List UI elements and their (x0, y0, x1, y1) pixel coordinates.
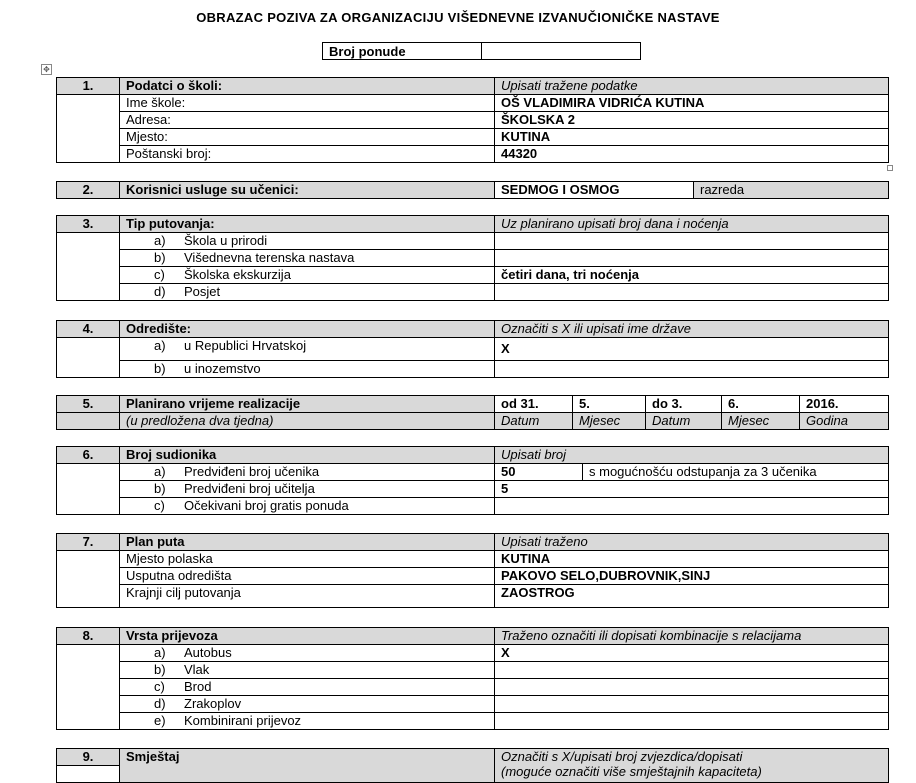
section-3-trip-type (56, 215, 889, 301)
section-9-accommodation (56, 748, 889, 783)
teachers-count[interactable]: 5 (495, 481, 889, 498)
option-label: Višednevna terenska nastava (184, 250, 355, 265)
from-day[interactable]: od 31. (495, 396, 573, 413)
option-label: Predviđeni broj učitelja (184, 481, 315, 496)
school-name-label: Ime škole: (120, 95, 495, 112)
option-letter: a) (154, 645, 166, 660)
destination-option-a (120, 338, 495, 361)
option-letter: c) (154, 498, 165, 513)
section-label: Plan puta (120, 534, 495, 551)
offer-number-table (322, 42, 641, 60)
transport-option-a (120, 645, 495, 662)
trip-option-d (120, 284, 495, 301)
number-column-blank (57, 464, 120, 515)
departure-label: Mjesto polaska (120, 551, 495, 568)
trip-option-c-value[interactable]: četiri dana, tri noćenja (495, 267, 889, 284)
postal-code-label: Poštanski broj: (120, 146, 495, 163)
section-number: 5. (57, 396, 120, 413)
trip-option-b-value[interactable] (495, 250, 889, 267)
option-letter: c) (154, 679, 165, 694)
option-label: Školska ekskurzija (184, 267, 291, 282)
section-4-destination (56, 320, 889, 378)
option-letter: a) (154, 338, 166, 353)
option-letter: a) (154, 233, 166, 248)
address-value[interactable]: ŠKOLSKA 2 (495, 112, 889, 129)
trip-option-a (120, 233, 495, 250)
stops-label: Usputna odredišta (120, 568, 495, 585)
option-label: Očekivani broj gratis ponuda (184, 498, 349, 513)
section-label: Smještaj (120, 749, 495, 783)
option-letter: b) (154, 662, 166, 677)
final-destination-label: Krajnji cilj putovanja (120, 585, 495, 608)
section-number: 2. (57, 182, 120, 199)
section-hint: Upisati broj (495, 447, 889, 464)
trip-option-d-value[interactable] (495, 284, 889, 301)
participants-option-c (120, 498, 495, 515)
option-label: Škola u prirodi (184, 233, 268, 248)
postal-code-value[interactable]: 44320 (495, 146, 889, 163)
option-letter: b) (154, 250, 166, 265)
destination-a-value[interactable]: X (495, 338, 889, 361)
grades-suffix: razreda (694, 182, 889, 199)
number-column-blank (57, 645, 120, 730)
section-label: Korisnici usluge su učenici: (120, 182, 495, 199)
section-label: Broj sudionika (120, 447, 495, 464)
section-label: Planirano vrijeme realizacije (120, 396, 495, 413)
number-column-blank (57, 233, 120, 301)
final-destination-value[interactable]: ZAOSTROG (495, 585, 889, 608)
section-hint: Traženo označiti ili dopisati kombinacije s relacijama (495, 628, 889, 645)
destination-option-b (120, 361, 495, 378)
offer-number-label: Broj ponude (323, 43, 482, 60)
header-datum: Datum (495, 413, 573, 430)
address-label: Adresa: (120, 112, 495, 129)
section-number: 7. (57, 534, 120, 551)
grades-value[interactable]: SEDMOG I OSMOG (495, 182, 694, 199)
transport-d-value[interactable] (495, 696, 889, 713)
section-hint: Označiti s X ili upisati ime države (495, 321, 889, 338)
section-2-users (56, 181, 889, 199)
section-hint-line2: (moguće označiti više smještajnih kapaciteta) (501, 764, 762, 779)
section-number: 6. (57, 447, 120, 464)
section-label: Tip putovanja: (120, 216, 495, 233)
city-value[interactable]: KUTINA (495, 129, 889, 146)
table-resize-handle-icon[interactable] (887, 165, 893, 171)
header-mjesec: Mjesec (722, 413, 800, 430)
option-label: Predviđeni broj učenika (184, 464, 320, 479)
section-number: 9. (57, 749, 120, 766)
transport-option-c (120, 679, 495, 696)
form-title: OBRAZAC POZIVA ZA ORGANIZACIJU VIŠEDNEVNE IZVANUČIONIČKE NASTAVE (196, 10, 720, 25)
section-number: 1. (57, 78, 120, 95)
transport-c-value[interactable] (495, 679, 889, 696)
to-month[interactable]: 6. (722, 396, 800, 413)
departure-value[interactable]: KUTINA (495, 551, 889, 568)
option-letter: d) (154, 284, 166, 299)
number-column-blank (57, 95, 120, 163)
section-number: 4. (57, 321, 120, 338)
school-name-value[interactable]: OŠ VLADIMIRA VIDRIĆA KUTINA (495, 95, 889, 112)
header-mjesec: Mjesec (573, 413, 646, 430)
option-letter: c) (154, 267, 165, 282)
option-label: Posjet (184, 284, 221, 299)
number-column-blank (57, 338, 120, 378)
section-6-participants (56, 446, 889, 515)
section-5-period (56, 395, 889, 430)
option-label: Vlak (184, 662, 210, 677)
option-letter: b) (154, 481, 166, 496)
transport-option-d (120, 696, 495, 713)
transport-option-b (120, 662, 495, 679)
section-number: 3. (57, 216, 120, 233)
section-hint: Upisati tražene podatke (495, 78, 889, 95)
stops-value[interactable]: PAKOVO SELO,DUBROVNIK,SINJ (495, 568, 889, 585)
option-label: Kombinirani prijevoz (184, 713, 302, 728)
trip-option-c (120, 267, 495, 284)
transport-e-value[interactable] (495, 713, 889, 730)
section-hint: Upisati traženo (495, 534, 889, 551)
number-column-blank (57, 413, 120, 430)
students-count[interactable]: 50 (495, 464, 583, 481)
section-1-school-data (56, 77, 889, 163)
option-label: u inozemstvo (184, 361, 261, 376)
option-letter: a) (154, 464, 166, 479)
students-deviation-note[interactable]: s mogućnošću odstupanja za 3 učenika (583, 464, 889, 481)
to-day[interactable]: do 3. (646, 396, 722, 413)
number-column-blank (57, 766, 120, 783)
option-label: Brod (184, 679, 212, 694)
header-datum: Datum (646, 413, 722, 430)
section-hint-line1: Označiti s X/upisati broj zvjezdica/dopisati (501, 749, 743, 764)
trip-option-a-value[interactable] (495, 233, 889, 250)
option-label: Zrakoplov (184, 696, 242, 711)
transport-option-e (120, 713, 495, 730)
option-label: u Republici Hrvatskoj (184, 338, 307, 353)
trip-option-b (120, 250, 495, 267)
destination-b-value[interactable] (495, 361, 889, 378)
section-7-plan (56, 533, 889, 608)
section-hint (495, 749, 889, 783)
option-letter: b) (154, 361, 166, 376)
section-label: Vrsta prijevoza (120, 628, 495, 645)
participants-option-a (120, 464, 495, 481)
section-hint: Uz planirano upisati broj dana i noćenja (495, 216, 889, 233)
transport-b-value[interactable] (495, 662, 889, 679)
gratis-count[interactable] (495, 498, 889, 515)
section-label: Podatci o školi: (120, 78, 495, 95)
offer-number-field[interactable] (482, 43, 641, 60)
transport-a-value[interactable]: X (495, 645, 889, 662)
section-sublabel: (u predložena dva tjedna) (120, 413, 495, 430)
table-move-handle-icon[interactable]: ✥ (41, 64, 52, 75)
header-godina: Godina (800, 413, 889, 430)
participants-option-b (120, 481, 495, 498)
number-column-blank (57, 551, 120, 608)
option-label: Autobus (184, 645, 232, 660)
section-number: 8. (57, 628, 120, 645)
option-letter: e) (154, 713, 166, 728)
from-month[interactable]: 5. (573, 396, 646, 413)
year[interactable]: 2016. (800, 396, 889, 413)
option-letter: d) (154, 696, 166, 711)
city-label: Mjesto: (120, 129, 495, 146)
section-8-transport (56, 627, 889, 730)
section-label: Odredište: (120, 321, 495, 338)
